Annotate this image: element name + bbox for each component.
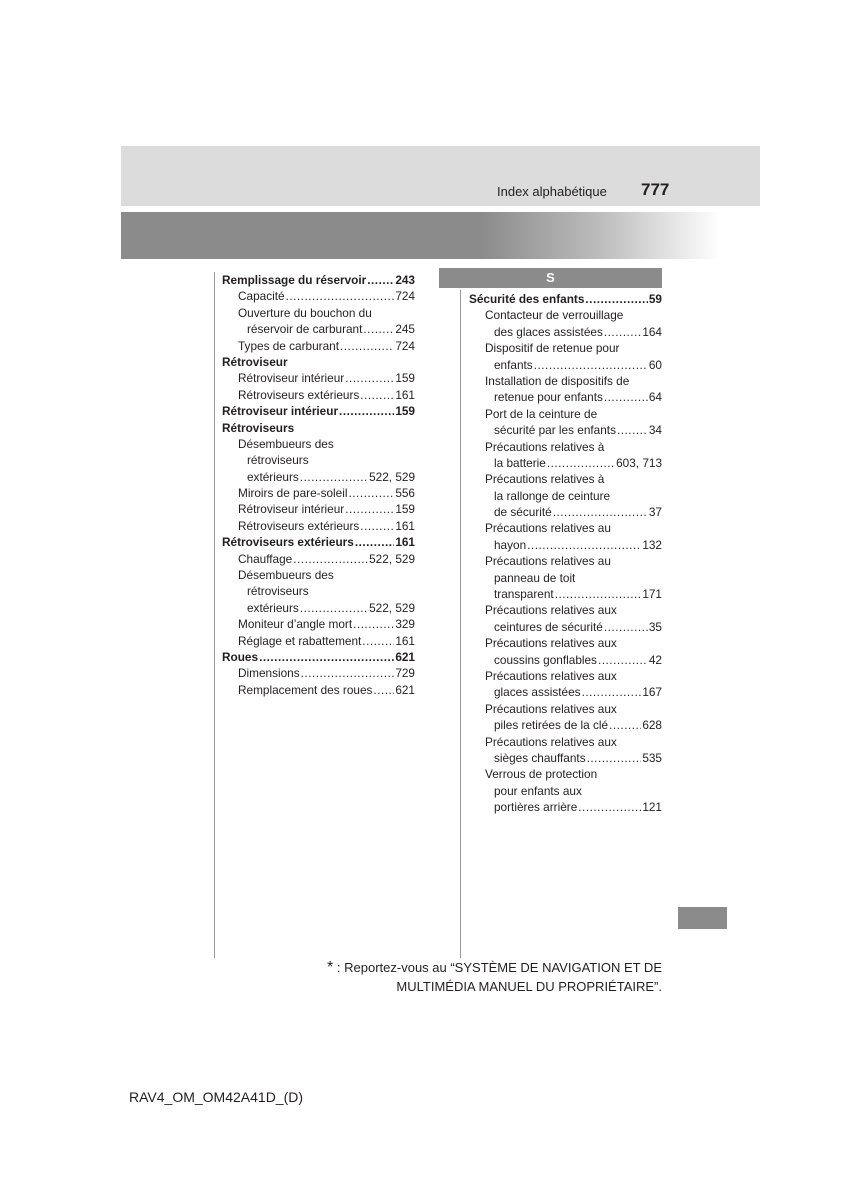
- dot-leader: [339, 403, 394, 419]
- index-entry-page: 60: [648, 357, 662, 372]
- index-entry-page: 121: [642, 800, 662, 815]
- index-entry: [469, 324, 662, 340]
- index-entry-text: sièges chauffants: [494, 750, 586, 765]
- index-entry: [222, 600, 415, 616]
- dot-leader: [360, 518, 394, 534]
- index-entry-text: transparent: [494, 587, 554, 602]
- dot-leader: [617, 422, 648, 438]
- index-entry-text: ceintures de sécurité: [494, 619, 603, 634]
- thumb-tab: [678, 907, 727, 929]
- index-entry: [469, 389, 662, 405]
- index-entry-page: 724: [395, 338, 415, 353]
- index-entry: [222, 567, 415, 583]
- index-entry-text: des glaces assistées: [494, 324, 603, 339]
- dot-leader: [363, 321, 394, 337]
- dot-leader: [353, 616, 394, 632]
- index-entry-text: extérieurs: [247, 600, 299, 615]
- dot-leader: [604, 324, 641, 340]
- document-code: RAV4_OM_OM42A41D_(D): [129, 1089, 304, 1105]
- index-entry-page: 535: [642, 750, 662, 765]
- index-entry: [222, 469, 415, 485]
- index-entry-text: enfants: [494, 357, 533, 372]
- page-number: 777: [641, 180, 670, 199]
- index-entry-text: Verrous de protection: [485, 767, 598, 782]
- index-entry-text: réservoir de carburant: [247, 322, 363, 337]
- index-entry-text: Remplacement des roues: [238, 682, 373, 697]
- section-letter-header: S: [439, 268, 662, 288]
- right-column-rule: [460, 290, 461, 958]
- index-entry: [222, 501, 415, 517]
- index-entry-text: de sécurité: [494, 505, 552, 520]
- index-entry: [469, 340, 662, 356]
- index-entry-page: 522, 529: [369, 600, 415, 615]
- index-entry: [469, 455, 662, 471]
- dot-leader: [362, 633, 394, 649]
- index-entry: [469, 291, 662, 307]
- index-entry-page: 243: [395, 272, 415, 287]
- index-entry-text: Roues: [222, 649, 259, 664]
- index-entry: [469, 520, 662, 536]
- index-entry-text: Sécurité des enfants: [469, 291, 585, 306]
- index-entry: [469, 783, 662, 799]
- index-entry: [469, 701, 662, 717]
- index-entry: [469, 471, 662, 487]
- footnote-line-2: MULTIMÉDIA MANUEL DU PROPRIÉTAIRE”.: [396, 979, 662, 994]
- index-entry: [469, 307, 662, 323]
- dot-leader: [348, 485, 394, 501]
- index-entry-page: 161: [395, 535, 415, 550]
- index-entry: [469, 570, 662, 586]
- index-entry-text: Précautions relatives aux: [485, 668, 617, 683]
- index-entry-text: Ouverture du bouchon du: [238, 305, 372, 320]
- index-entry-text: Réglage et rabattement: [238, 633, 362, 648]
- index-entry-text: piles retirées de la clé: [494, 718, 609, 733]
- index-entry-text: Rétroviseurs extérieurs: [238, 387, 360, 402]
- index-entry: [469, 684, 662, 700]
- index-entry-page: 603, 713: [616, 455, 662, 470]
- index-entry: [222, 665, 415, 681]
- index-entry-page: 161: [395, 387, 415, 402]
- index-entry-page: 167: [642, 685, 662, 700]
- index-entry-text: Rétroviseurs extérieurs: [238, 518, 360, 533]
- dot-leader: [340, 338, 394, 354]
- index-entry-text: Précautions relatives aux: [485, 603, 617, 618]
- index-entry: [469, 602, 662, 618]
- dot-leader: [578, 799, 641, 815]
- index-entry: [222, 551, 415, 567]
- index-entry: [469, 586, 662, 602]
- index-entry-page: 171: [642, 587, 662, 602]
- dot-leader: [604, 389, 648, 405]
- index-entry-text: Contacteur de verrouillage: [485, 308, 624, 323]
- index-entry: [222, 338, 415, 354]
- index-entry: [469, 537, 662, 553]
- index-entry: [469, 439, 662, 455]
- index-entry: [469, 406, 662, 422]
- index-entry-page: 621: [395, 649, 415, 664]
- index-entry-text: rétroviseurs: [247, 584, 309, 599]
- dot-leader: [373, 682, 394, 698]
- footnote-marker: *: [327, 959, 334, 976]
- index-entry-page: 556: [395, 486, 415, 501]
- index-column-right: [469, 291, 662, 816]
- index-entry-text: Dimensions: [238, 666, 300, 681]
- index-entry-text: Types de carburant: [238, 338, 339, 353]
- index-entry-text: Rétroviseur intérieur: [238, 371, 345, 386]
- footnote-line-1: [282, 958, 662, 977]
- index-entry-page: 159: [395, 404, 415, 419]
- index-entry: [469, 619, 662, 635]
- index-entry-text: Rétroviseur intérieur: [222, 404, 339, 419]
- index-entry-text: Précautions relatives au: [485, 521, 611, 536]
- dot-leader: [355, 534, 395, 550]
- dot-leader: [286, 288, 395, 304]
- index-entry: [222, 616, 415, 632]
- index-entry-text: glaces assistées: [494, 685, 581, 700]
- index-entry: [469, 553, 662, 569]
- dot-leader: [585, 291, 647, 307]
- index-entry: [222, 633, 415, 649]
- index-entry-page: 34: [648, 423, 662, 438]
- index-entry-text: Capacité: [238, 289, 285, 304]
- index-entry: [222, 452, 415, 468]
- index-entry-page: 628: [642, 718, 662, 733]
- index-entry: [222, 387, 415, 403]
- index-entry-text: Précautions relatives aux: [485, 734, 617, 749]
- dot-leader: [367, 272, 394, 288]
- dot-leader: [547, 455, 615, 471]
- index-entry-text: sécurité par les enfants: [494, 423, 616, 438]
- index-entry: [222, 272, 415, 288]
- index-entry-page: 161: [395, 633, 415, 648]
- index-entry-page: 329: [395, 617, 415, 632]
- dot-leader: [527, 537, 641, 553]
- index-entry-text: la batterie: [494, 455, 546, 470]
- index-entry-text: Précautions relatives au: [485, 554, 611, 569]
- index-entry: [222, 583, 415, 599]
- index-entry: [222, 436, 415, 452]
- index-entry-text: hayon: [494, 537, 527, 552]
- index-entry-page: 729: [395, 666, 415, 681]
- dot-leader: [555, 586, 642, 602]
- dot-leader: [360, 387, 394, 403]
- index-entry-page: 64: [648, 390, 662, 405]
- index-entry-text: Rétroviseur intérieur: [238, 502, 345, 517]
- dot-leader: [293, 551, 368, 567]
- index-entry: [222, 354, 415, 370]
- index-entry-page: 245: [395, 322, 415, 337]
- dot-leader: [604, 619, 648, 635]
- index-entry: [469, 635, 662, 651]
- index-entry-page: 35: [648, 619, 662, 634]
- index-entry-page: 621: [395, 682, 415, 697]
- index-entry: [469, 422, 662, 438]
- index-entry-text: Précautions relatives aux: [485, 636, 617, 651]
- index-entry: [469, 734, 662, 750]
- index-entry-text: Remplissage du réservoir: [222, 272, 367, 287]
- index-entry: [222, 288, 415, 304]
- index-entry-text: pour enfants aux: [494, 783, 582, 798]
- index-entry-text: Précautions relatives à: [485, 439, 605, 454]
- index-entry: [222, 682, 415, 698]
- index-entry-text: portières arrière: [494, 800, 578, 815]
- dot-leader: [300, 600, 368, 616]
- index-entry-text: Rétroviseurs extérieurs: [222, 535, 354, 550]
- index-entry: [222, 518, 415, 534]
- index-entry-page: 161: [395, 518, 415, 533]
- index-entry-page: 42: [648, 652, 662, 667]
- dot-leader: [345, 370, 394, 386]
- index-entry: [222, 420, 415, 436]
- index-entry-text: Rétroviseur: [222, 354, 288, 369]
- index-entry: [469, 652, 662, 668]
- left-column-rule: [214, 272, 215, 958]
- index-entry: [469, 373, 662, 389]
- footnote-text-1: : Reportez-vous au “SYSTÈME DE NAVIGATION ET DE: [336, 960, 662, 975]
- index-entry-text: rétroviseurs: [247, 453, 309, 468]
- index-entry-text: extérieurs: [247, 469, 299, 484]
- index-entry-text: Dispositif de retenue pour: [485, 341, 620, 356]
- index-entry-page: 724: [395, 289, 415, 304]
- index-entry: [469, 488, 662, 504]
- index-entry-text: la rallonge de ceinture: [494, 488, 611, 503]
- index-entry: [469, 504, 662, 520]
- dot-leader: [598, 652, 648, 668]
- section-title: Index alphabétique: [497, 184, 607, 199]
- index-entry-text: Chauffage: [238, 551, 293, 566]
- index-entry-page: 37: [648, 505, 662, 520]
- index-entry-page: 522, 529: [369, 469, 415, 484]
- index-entry: [469, 766, 662, 782]
- index-entry-page: 132: [642, 537, 662, 552]
- index-entry: [469, 357, 662, 373]
- index-entry: [222, 370, 415, 386]
- index-entry-text: Précautions relatives aux: [485, 701, 617, 716]
- index-entry-text: Rétroviseurs: [222, 420, 295, 435]
- index-entry-text: Précautions relatives à: [485, 472, 605, 487]
- index-entry: [222, 485, 415, 501]
- index-entry-text: coussins gonflables: [494, 652, 597, 667]
- index-entry-page: 159: [395, 502, 415, 517]
- index-entry: [469, 799, 662, 815]
- index-entry: [222, 321, 415, 337]
- index-entry: [222, 649, 415, 665]
- dot-leader: [534, 357, 648, 373]
- index-entry-text: Port de la ceinture de: [485, 406, 598, 421]
- index-entry-text: Moniteur d’angle mort: [238, 617, 353, 632]
- dot-leader: [553, 504, 648, 520]
- index-column-left: [222, 272, 415, 698]
- index-entry-page: 159: [395, 371, 415, 386]
- dot-leader: [301, 665, 395, 681]
- dot-leader: [582, 684, 642, 700]
- index-entry: [469, 750, 662, 766]
- index-entry-page: 59: [648, 291, 662, 306]
- index-entry-text: panneau de toit: [494, 570, 576, 585]
- index-entry: [469, 668, 662, 684]
- index-entry-text: retenue pour enfants: [494, 390, 603, 405]
- dot-leader: [300, 469, 368, 485]
- index-entry-text: Miroirs de pare-soleil: [238, 486, 348, 501]
- dot-leader: [259, 649, 394, 665]
- index-entry: [222, 305, 415, 321]
- index-entry-text: Désembueurs des: [238, 436, 334, 451]
- footnote: [282, 958, 662, 996]
- index-entry-text: Installation de dispositifs de: [485, 373, 630, 388]
- index-entry: [222, 403, 415, 419]
- dot-leader: [609, 717, 641, 733]
- dot-leader: [587, 750, 642, 766]
- index-entry-text: Désembueurs des: [238, 568, 334, 583]
- index-entry: [469, 717, 662, 733]
- dot-leader: [345, 501, 394, 517]
- index-entry-page: 522, 529: [369, 551, 415, 566]
- index-entry: [222, 534, 415, 550]
- index-entry-page: 164: [642, 324, 662, 339]
- header-gradient-band: [121, 212, 721, 259]
